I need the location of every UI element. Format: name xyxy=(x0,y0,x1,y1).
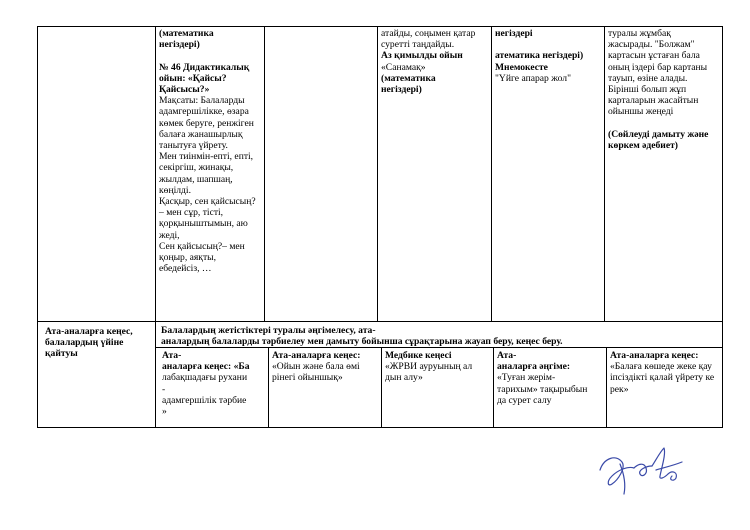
day-body-line: «Балаға көшеде жеке қау xyxy=(610,361,712,373)
cell-text-line: "Үйге апарар жол" xyxy=(495,72,571,84)
cell-text-line: тауып, өзіне алады. xyxy=(608,72,688,84)
cell-text-line: ойын: «Қайсы? xyxy=(159,72,227,84)
parents-day-cell-5 xyxy=(607,349,722,427)
cell-text-line: атематика негіздері) xyxy=(495,50,584,62)
cell-text-line: көмек беруге, ренжіген xyxy=(159,117,254,129)
cell-text-line: «Санамақ» xyxy=(381,61,426,73)
cell-text-line: Сен қайсысың?– мен xyxy=(159,240,245,252)
cell-text-line: Қасқыр, сен қайсысың? xyxy=(159,196,256,208)
cell-text-line: адамгершілікке, өзара xyxy=(159,106,249,118)
cell-text-line: қоңыр, аяқты, xyxy=(159,252,217,264)
parents-summary-line: аналардың балаларды тәрбиелеу мен дамыту бойынша сұрақтарына жауап беру, кеңес беру. xyxy=(161,336,563,347)
cell-text-line: жасырады. "Болжам" xyxy=(608,39,695,51)
cell-text-line: туралы жұмбақ xyxy=(608,28,671,39)
cell-text-line xyxy=(495,39,601,50)
day-body-line: рек» xyxy=(610,383,629,395)
cell-text-line: ебедейсіз, … xyxy=(159,263,212,275)
cell-text-line: қорқыныштымын, аю xyxy=(159,218,248,230)
cell-text-line: (математика xyxy=(159,28,214,39)
cell-text-line: (Сөйлеуді дамыту және xyxy=(608,128,709,140)
day-title-line: Ата-аналарға кеңес: xyxy=(272,350,361,361)
cell-text-line: негіздері) xyxy=(159,39,200,51)
cell-text-line: жеді, xyxy=(159,229,180,241)
cell-text-line: суретті таңдайды. xyxy=(381,39,455,51)
cell-text-line: оның іздері бар картаны xyxy=(608,61,708,73)
day-body-line: - xyxy=(162,383,166,395)
parents-day-cell-4 xyxy=(494,349,606,427)
parents-day-cell-1 xyxy=(159,349,268,427)
day-title-line: аналарға әңгіме: xyxy=(497,361,571,373)
day-body-line: лабақшадағы рухани xyxy=(162,372,248,384)
day-title-line: Ата- xyxy=(497,350,517,361)
parents-label-line: балалардың үйіне xyxy=(45,337,124,349)
top-row-cell-5 xyxy=(492,27,604,321)
day-body-line: да сурет салу xyxy=(497,394,552,406)
day-body-line: «ЖРВИ ауруының ал xyxy=(385,361,473,373)
cell-text-line: № 46 Дидактикалық xyxy=(159,61,250,73)
signature-image xyxy=(590,440,695,500)
parents-row-label xyxy=(42,325,155,425)
cell-text-line xyxy=(608,118,719,129)
cell-text-line: Бірінші болып жұп xyxy=(608,84,687,96)
day-body-line: рінегі ойыншық» xyxy=(272,372,343,384)
parents-day-cell-3 xyxy=(382,349,493,427)
top-row-cell-4 xyxy=(378,27,491,321)
top-row-cell-3 xyxy=(265,27,377,321)
cell-text-line: Қайсысы?» xyxy=(159,84,210,96)
day-body-line: дын алу» xyxy=(385,372,423,384)
parents-day-cell-2 xyxy=(269,349,381,427)
parents-summary-line: Балалардың жетістіктері туралы әңгімелесу, ата- xyxy=(161,325,376,336)
day-body-line: тарихым» тақырыбын xyxy=(497,383,588,395)
day-body-line: «Ойын және бала өмі xyxy=(272,361,360,373)
day-title-line: аналарға кеңес: «Ба xyxy=(162,361,250,373)
cell-text-line: Мақсаты: Балаларды xyxy=(159,95,245,107)
top-row-cell-1 xyxy=(38,27,155,321)
cell-text-line: карталарын жасайтын xyxy=(608,95,699,107)
cell-text-line: негіздері xyxy=(495,28,533,39)
parents-label-line: Ата-аналарға кеңес, xyxy=(45,326,133,337)
cell-text-line: негіздері) xyxy=(381,84,422,96)
day-title-line: Ата- xyxy=(162,350,182,361)
cell-text-line: көңілді. xyxy=(159,184,191,196)
parents-summary xyxy=(158,324,722,347)
cell-text-line: (математика xyxy=(381,72,436,84)
cell-text-line: – мен сұр, тісті, xyxy=(159,207,224,219)
top-row-cell-2 xyxy=(156,27,264,321)
day-body-line: іпсіздікті қалай үйрету ке xyxy=(610,372,715,384)
cell-text-line: Аз қимылды ойын xyxy=(381,50,463,62)
top-row-cell-6 xyxy=(605,27,722,321)
cell-text-line: ойыншы жеңеді xyxy=(608,106,674,118)
cell-text-line: танытуға үйрету. xyxy=(159,140,228,152)
cell-text-line: картасын ұстаған бала xyxy=(608,50,700,62)
cell-text-line: атайды, соңымен қатар xyxy=(381,28,476,39)
day-body-line: » xyxy=(162,406,167,418)
day-title-line: Ата-аналарға кеңес: xyxy=(610,350,699,361)
day-title-line: Медбике кеңесі xyxy=(385,350,452,361)
day-body-line: адамгершілік тәрбие xyxy=(162,394,247,406)
cell-text-line: жылдам, шапшаң, xyxy=(159,173,233,185)
cell-text-line: Мен тиінмін-епті, епті, xyxy=(159,151,254,163)
cell-text-line: секіргіш, жинақы, xyxy=(159,162,234,174)
cell-text-line xyxy=(159,50,261,61)
day-body-line: «Туған жерім- xyxy=(497,372,556,384)
parents-label-line: қайтуы xyxy=(45,348,78,360)
cell-text-line: балаға жанашырлық xyxy=(159,128,243,140)
cell-text-line: көркем әдебиет) xyxy=(608,140,678,152)
cell-text-line: Мнемокесте xyxy=(495,61,548,73)
